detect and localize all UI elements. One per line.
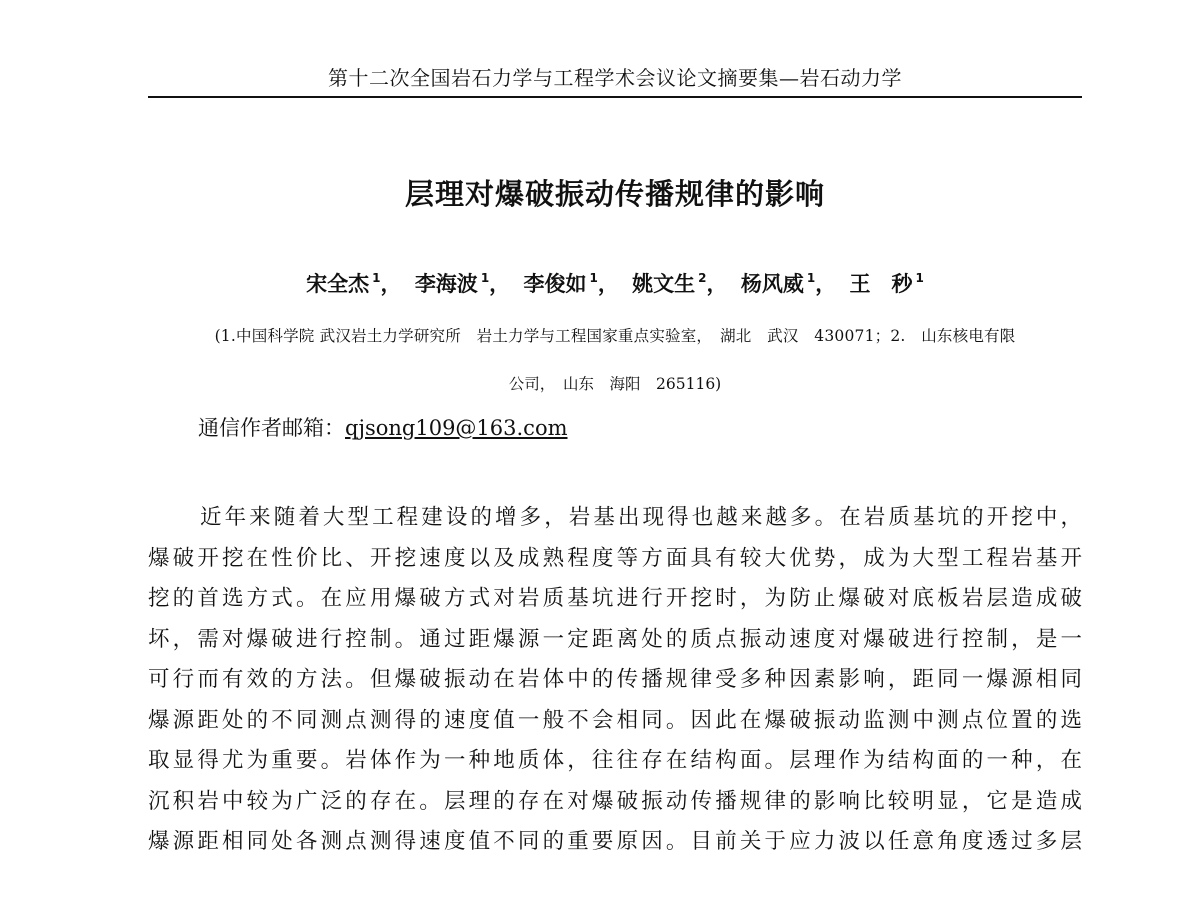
- author-name: 宋全杰: [306, 272, 370, 296]
- body-line: 爆源距相同处各测点测得速度值不同的重要原因。目前关于应力波以任意角度透过多层: [148, 829, 1082, 854]
- author: [741, 272, 815, 296]
- author-name: 王 秒: [849, 272, 913, 296]
- author-affil-mark: 2: [698, 271, 707, 285]
- body-paragraph: [148, 498, 1082, 863]
- author-affil-mark: 1: [915, 271, 924, 285]
- author-name: 李海波: [414, 272, 478, 296]
- header-rule: [148, 96, 1082, 98]
- author-affil-mark: 1: [589, 271, 598, 285]
- body-line: 可行而有效的方法。但爆破振动在岩体中的传播规律受多种因素影响，距同一爆源相同: [148, 667, 1082, 692]
- author: [523, 272, 597, 296]
- body-line: 沉积岩中较为广泛的存在。层理的存在对爆破振动传播规律的影响比较明显，它是造成: [148, 788, 1082, 814]
- running-header: 第十二次全国岩石力学与工程学术会议论文摘要集—岩石动力学: [328, 66, 902, 90]
- body-line: 挖的首选方式。在应用爆破方式对岩质基坑进行开挖时，为防止爆破对底板岩层造成破: [148, 586, 1082, 611]
- author-affil-mark: 1: [806, 271, 816, 285]
- author-affil-mark: 1: [480, 271, 490, 285]
- affiliation-line-1: (1.中国科学院 武汉岩土力学研究所 岩土力学与工程国家重点实验室， 湖北 武汉 430071；2. 山东核电有限: [214, 327, 1016, 345]
- author-name: 李俊如: [523, 272, 587, 296]
- body-line: 坏，需对爆破进行控制。通过距爆源一定距离处的质点振动速度对爆破进行控制，是一: [148, 626, 1082, 652]
- corresponding-email: [198, 412, 568, 442]
- author-name: 姚文生: [632, 272, 696, 296]
- author: [850, 272, 924, 296]
- body-line: 爆破开挖在性价比、开挖速度以及成熟程度等方面具有较大优势，成为大型工程岩基开: [148, 545, 1082, 571]
- affiliation-line-2: 公司， 山东 海阳 265116): [508, 375, 722, 393]
- author: [632, 272, 706, 296]
- email-link[interactable]: qjsong109@163.com: [345, 416, 568, 440]
- author: [415, 272, 489, 296]
- author-list: 宋全杰 $^1$， 李海波 $^1$， 李俊如 $^1$， 姚文生 $^2$， 杨风威 $^1$， 王 秒 $^1$: [306, 271, 924, 296]
- author-affil-mark: 1: [372, 271, 381, 285]
- body-line: 取显得尤为重要。岩体作为一种地质体，往往存在结构面。层理作为结构面的一种，在: [148, 748, 1082, 773]
- author: [306, 272, 380, 296]
- body-line: 爆源距处的不同测点测得的速度值一般不会相同。因此在爆破振动监测中测点位置的选: [148, 707, 1082, 733]
- email-label: 通信作者邮箱：: [198, 416, 345, 440]
- body-line: 近年来随着大型工程建设的增多，岩基出现得也越来越多。在岩质基坑的开挖中，: [200, 505, 1082, 530]
- paper-title: 层理对爆破振动传播规律的影响: [404, 177, 825, 211]
- author-name: 杨风威: [740, 272, 804, 296]
